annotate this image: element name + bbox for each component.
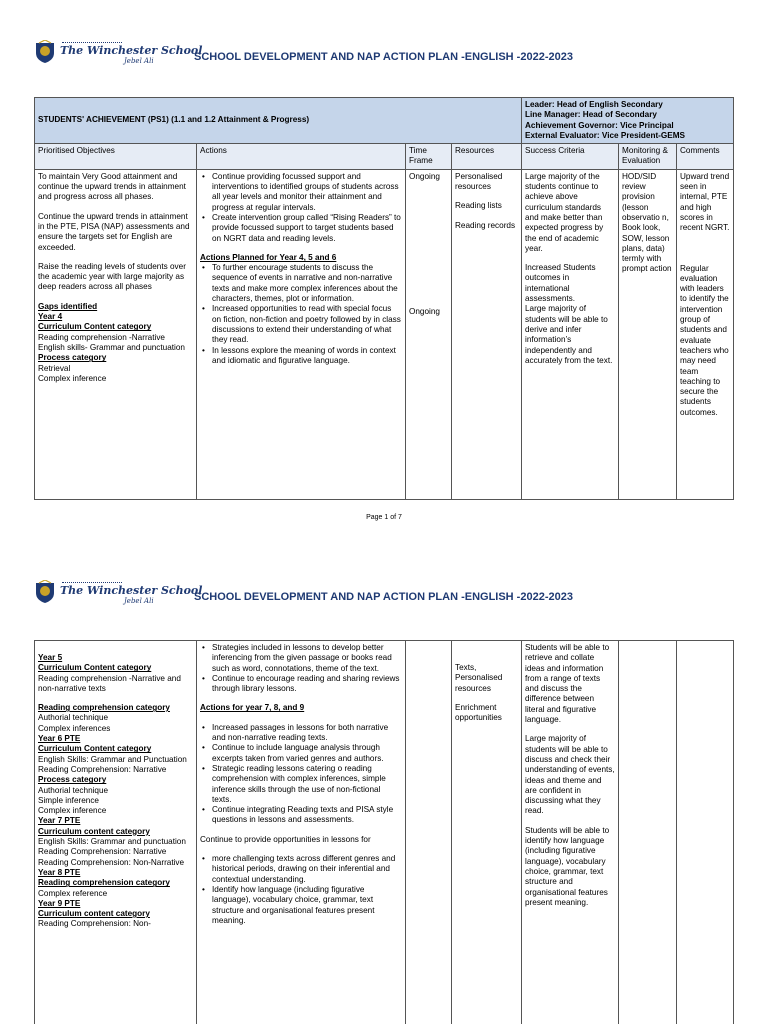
category-item: Complex reference [38,888,108,898]
resource-item: Reading lists [455,201,502,211]
line-manager-label: Line Manager: Head of Secondary [525,110,657,120]
col-resources: Resources [452,144,522,170]
list-item: • Strategic reading lessons catering o reading comprehension with complex inferences, simple inference skills through the use of non-fictional texts. [200,764,402,805]
category-item: Reading Comprehension: Non- [38,919,151,929]
monitoring-cell: HOD/SID review provision (lesson observatio n, Book look, SOW, lesson plans, data) termly with prompt action [619,169,677,499]
resource-item: Enrichment opportunities [455,702,502,723]
success-criterion: Students will be able to retrieve and collate ideas and information from a range of texts and discuss the difference between literal and figurative language. [525,643,610,725]
category-heading: Curriculum Content category [38,744,152,754]
monitoring-cell [619,641,677,1024]
comment-text: Regular evaluation with leaders to identify the intervention group of students and evaluate teachers who may need team teaching to secure the students outcomes. [680,263,729,417]
actions-list [200,172,402,244]
document-title: SCHOOL DEVELOPMENT AND NAP ACTION PLAN -ENGLISH -2022-2023 [194,51,573,63]
time-frame-value: Ongoing [409,171,440,181]
list-item: • Continue providing focussed support and interventions to identified groups of students across all year levels and monitor their attainment and progress at regular intervals. [200,172,402,213]
comments-cell [677,641,734,1024]
col-monitoring: Monitoring & Evaluation [619,144,677,170]
actions-cell [197,641,406,1024]
list-item: • In lessons explore the meaning of words in context and idiomatic and figurative language. [200,346,402,367]
logo-arabic-script [62,578,122,583]
list-item: • Increased opportunities to read with special focus on fiction, non-fiction and poetry followed by in class discussions to extend their understanding of what they read. [200,304,402,345]
category-item: Reading comprehension -Narrative [38,332,165,342]
actions-cell [197,169,406,499]
table-row [35,641,734,1024]
comment-text: Upward trend seen in internal, PTE and high scores in recent NGRT. [680,171,730,233]
category-item: Complex inference [38,373,107,383]
category-item: Reading Comprehension: Narrative [38,764,167,774]
year-heading: Year 7 PTE [38,816,81,826]
objectives-cell [35,641,197,1024]
section-title: STUDENTS' ACHIEVEMENT (PS1) (1.1 and 1.2 Attainment & Progress) [35,98,522,144]
list-item: • Identify how language (including figurative language), vocabulary choice, grammar, text structure and organisational features present meaning. [200,885,402,926]
year-heading: Year 8 PTE [38,867,81,877]
comments-cell [677,169,734,499]
time-frame-cell [406,169,452,499]
table-row [35,169,734,499]
list-item: • more challenging texts across different genres and historical periods, drawing on their inferential and contextual understanding. [200,854,402,885]
objective-text: To maintain Very Good attainment and continue the upward trends in attainment and progress across all phases. [38,171,186,202]
objectives-cell [35,169,197,499]
success-criteria-cell [522,169,619,499]
list-item: • Continue integrating Reading texts and PISA style questions in lessons and assessments. [200,805,402,826]
col-actions: Actions [197,144,406,170]
objective-text: Continue the upward trends in attainment in the PTE, PISA (NAP) assessments and ensure the targets set for English are exceeded. [38,211,190,252]
list-item: • Create intervention group called “Rising Readers” to provide focussed support to target students based on NGRT data and reading levels. [200,213,402,244]
success-criterion: Large majority of the students continue to achieve above curriculum standards and make better than expected progress by the end of academic year. [525,171,604,253]
col-comments: Comments [677,144,734,170]
category-heading: Curriculum content category [38,909,150,919]
time-frame-value: Ongoing [409,307,440,317]
gaps-heading: Gaps identified [38,301,98,311]
category-item: English Skills: Grammar and punctuation [38,837,186,847]
logo-location: Jebel Ali [124,57,154,65]
category-item: Complex inferences [38,723,111,733]
resource-item: Reading records [455,220,516,230]
category-item: Authorial technique [38,785,109,795]
school-crest-icon [34,40,56,64]
year-heading: Year 4 [38,312,63,322]
action-plan-table-continued [34,640,734,1024]
col-time-frame: Time Frame [406,144,452,170]
list-item: • Increased passages in lessons for both narrative and non-narrative reading texts. [200,723,402,744]
list-item: • Strategies included in lessons to develop better inferencing from the given passage or books read such as word, connotations, theme of the text. [200,643,402,674]
category-item: Simple inference [38,795,99,805]
action-plan-table [34,97,734,500]
actions-subheading: Actions Planned for Year 4, 5 and 6 [200,252,337,262]
success-criterion: Large majority of students will be able to discuss and check their understanding of events, ideas and theme and are confident in discussing what they read. [525,734,615,816]
logo-name: The Winchester School [60,584,203,597]
category-item: English Skills: Grammar and Punctuation [38,754,187,764]
logo-name: The Winchester School [60,44,203,57]
year-heading: Year 5 [38,653,63,662]
actions-list [200,854,402,926]
page-header [32,38,752,72]
resources-cell [452,169,522,499]
column-headers [35,144,734,170]
time-frame-cell [406,641,452,1024]
list-item: • To further encourage students to discuss the sequence of events in narrative and non-narrative texts and make more complex inferences about the characters, themes, plot or information. [200,263,402,304]
logo-arabic-script [62,38,122,43]
col-objectives: Prioritised Objectives [35,144,197,170]
category-heading: Reading comprehension category [38,703,170,713]
success-criteria-cell [522,641,619,1024]
category-heading: Reading comprehension category [38,878,170,888]
success-criterion: Students will be able to identify how language (including figurative language), vocabulary choice, grammar, text structure and organisational features present meaning. [525,825,610,907]
evaluator-label: External Evaluator: Vice President-GEMS [525,130,686,140]
category-item: Complex inference [38,806,107,816]
section-roles [522,98,734,144]
actions-list [200,723,402,826]
resource-item: Personalised resources [455,171,503,192]
list-item: • Continue to encourage reading and sharing reviews through library lessons. [200,674,402,695]
category-item: Reading Comprehension: Non-Narrative [38,857,185,867]
page-2 [0,578,768,1024]
leader-label: Leader: Head of English Secondary [525,100,663,109]
col-success-criteria: Success Criteria [522,144,619,170]
section-band [35,98,734,144]
document-title: SCHOOL DEVELOPMENT AND NAP ACTION PLAN -ENGLISH -2022-2023 [194,591,573,603]
category-item: Reading comprehension -Narrative and non-narrative texts [38,673,181,693]
category-heading: Process category [38,353,107,363]
school-logo [32,578,203,608]
logo-location: Jebel Ali [124,597,154,605]
list-item: • Continue to include language analysis through excerpts taken from varied genres and authors. [200,743,402,764]
actions-subheading: Actions for year 7, 8, and 9 [200,703,305,713]
school-crest-icon [34,580,56,604]
category-heading: Process category [38,775,107,785]
objective-text: Raise the reading levels of students over the academic year with large majority as deep readers across all phases [38,261,186,292]
category-item: English skills- Grammar and punctuation [38,342,185,352]
resources-cell [452,641,522,1024]
school-logo [32,38,203,68]
success-criterion: Large majority of students will be able to derive and infer information’s independently and accurately from the text. [525,304,613,365]
category-heading: Curriculum content category [38,826,150,836]
page-number: Page 1 of 7 [366,514,402,521]
category-item: Reading Comprehension: Narrative [38,847,167,857]
success-criterion: Increased Students outcomes in international assessments. [525,263,596,304]
category-heading: Curriculum Content category [38,663,152,673]
category-item: Authorial technique [38,713,109,723]
resource-item: Texts, Personalised resources [455,663,503,693]
category-item: Retrieval [38,363,71,373]
year-heading: Year 9 PTE [38,898,81,908]
governor-label: Achievement Governor: Vice Principal [525,120,674,130]
page-header [32,578,752,612]
year-heading: Year 6 PTE [38,734,81,744]
actions-paragraph: Continue to provide opportunities in lessons for [200,834,371,844]
actions-list [200,263,402,366]
actions-list [200,643,402,694]
category-heading: Curriculum Content category [38,322,152,332]
